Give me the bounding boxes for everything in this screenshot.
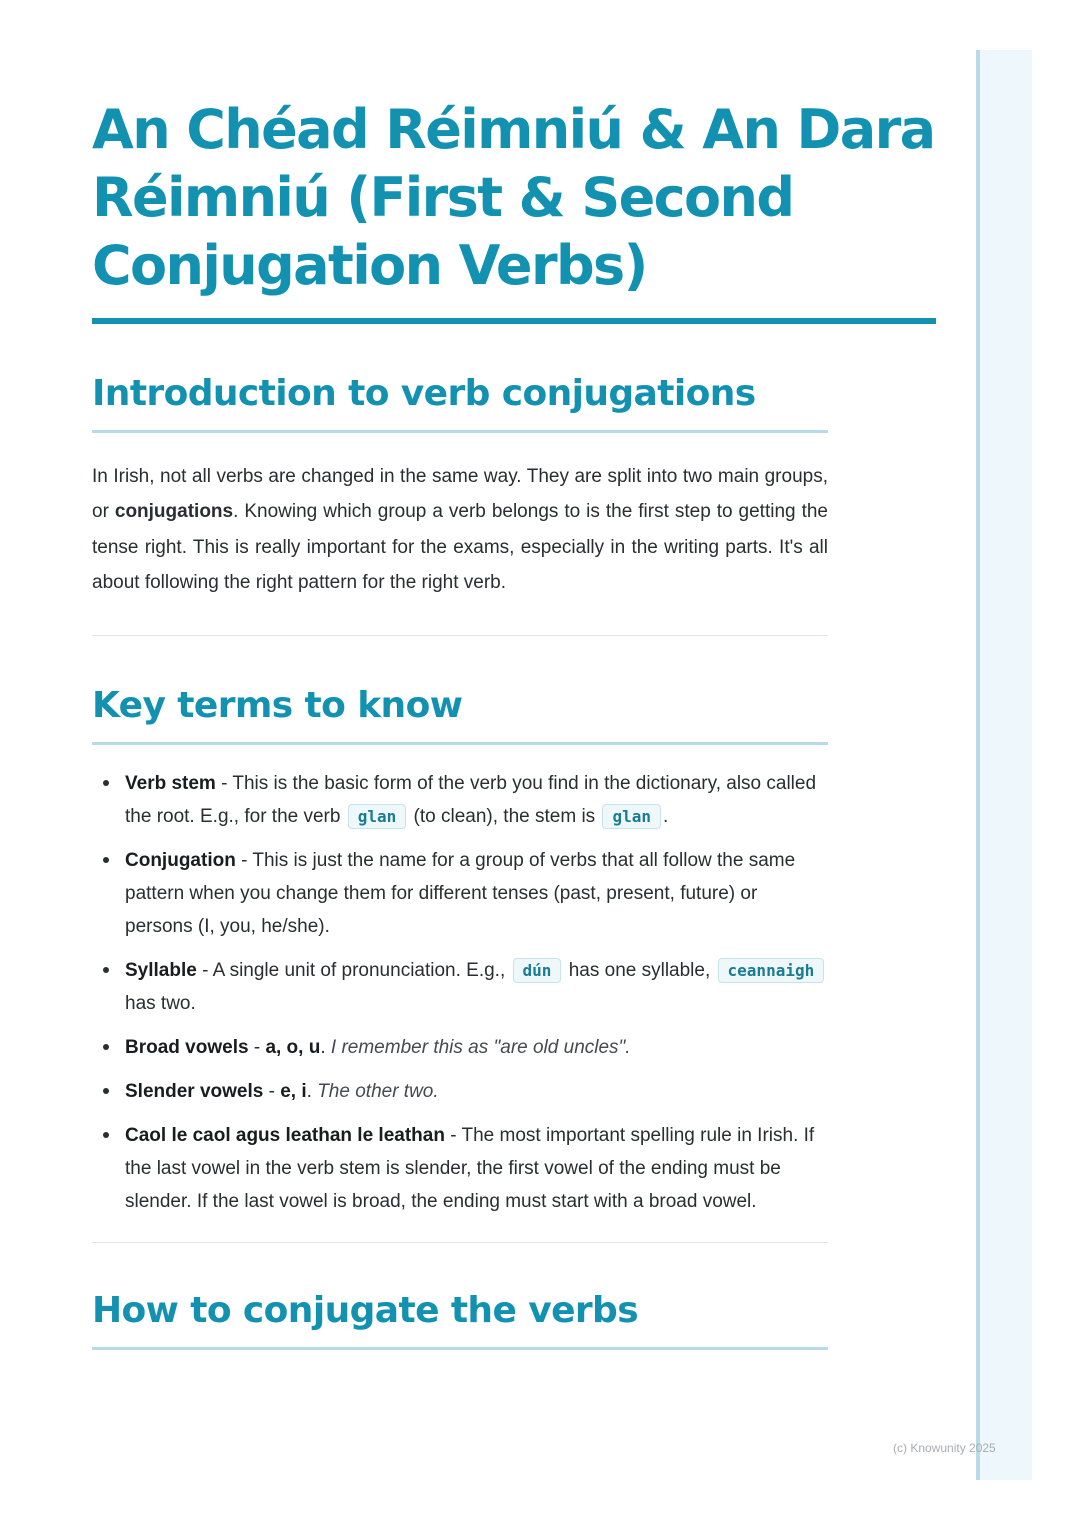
term-label: Verb stem [125,772,216,794]
term-label: Conjugation [125,849,236,871]
term-label: Caol le caol agus leathan le leathan [125,1124,445,1146]
vowel-letters: a, o, u [265,1036,321,1058]
term-text: - The most important spelling rule in Irish. If the last vowel in the verb stem is slender, the first vowel of the ending must be slender. If the last vowel is broad, the ending must start with a broad vowel. [125,1124,815,1212]
term-label: Broad vowels [125,1036,249,1058]
section-heading-introduction: Introduction to verb conjugations [92,373,756,414]
heading-underline [92,1347,828,1350]
term-note: I remember this as "are old uncles". [330,1036,631,1058]
term-separator: - [263,1080,281,1102]
term-text: - This is just the name for a group of verbs that all follow the same pattern when you change them for different tenses (past, present, future) or persons (I, you, he/she). [125,849,796,937]
page-title: An Chéad Réimniú & An Dara Réimniú (First & Second Conjugation Verbs) [92,98,935,297]
term-label: Syllable [125,959,197,981]
section-introduction [92,372,828,601]
list-item-verb-stem [125,767,828,833]
term-label: Slender vowels [125,1080,264,1102]
list-item-syllable [125,954,828,1020]
vowel-letters: e, i [280,1080,307,1102]
list-item-conjugation [125,844,828,943]
term-text: . [662,805,669,827]
code-example: glan [602,804,661,829]
side-panel [976,50,1032,1480]
section-divider [92,635,828,636]
section-heading-how-to-conjugate: How to conjugate the verbs [92,1289,639,1331]
code-example: dún [513,958,562,983]
section-key-terms [92,684,828,1218]
heading-underline [92,430,828,433]
list-item-slender-vowels [125,1075,828,1108]
term-punctuation: . [306,1080,318,1102]
intro-paragraph [92,459,828,601]
intro-text-2: . Knowing which group a verb belongs to is the first step to getting the tense right. This is really important for the exams, especially in the writing parts. It's all about following the right pattern for the right verb. [92,501,828,594]
term-punctuation: . [320,1036,331,1058]
term-text: has one syllable, [563,959,716,981]
heading-underline [92,742,828,745]
copyright-footer: (c) Knowunity 2025 [893,1441,996,1455]
code-example: ceannaigh [718,958,825,983]
term-text: - A single unit of pronunciation. E.g., [196,959,511,981]
term-text: - This is the basic form of the verb you find in the dictionary, also called the root. E.g., for the verb [125,772,817,827]
intro-bold-conjugations: conjugations [114,501,234,523]
term-text: (to clean), the stem is [408,805,601,827]
section-how-to-conjugate [92,1289,828,1350]
list-item-broad-vowels [125,1031,828,1064]
term-note: The other two. [317,1080,439,1102]
document-content [92,96,936,1350]
section-divider [92,1242,828,1243]
term-text: has two. [125,992,196,1014]
code-example: glan [348,804,407,829]
intro-text-1: In Irish, not all verbs are changed in the same way. They are split into two main groups, or [92,466,828,523]
section-heading-key-terms: Key terms to know [92,684,463,726]
key-terms-list [92,767,828,1218]
term-separator: - [248,1036,266,1058]
list-item-caol-le-caol [125,1119,828,1218]
title-divider [92,318,936,324]
